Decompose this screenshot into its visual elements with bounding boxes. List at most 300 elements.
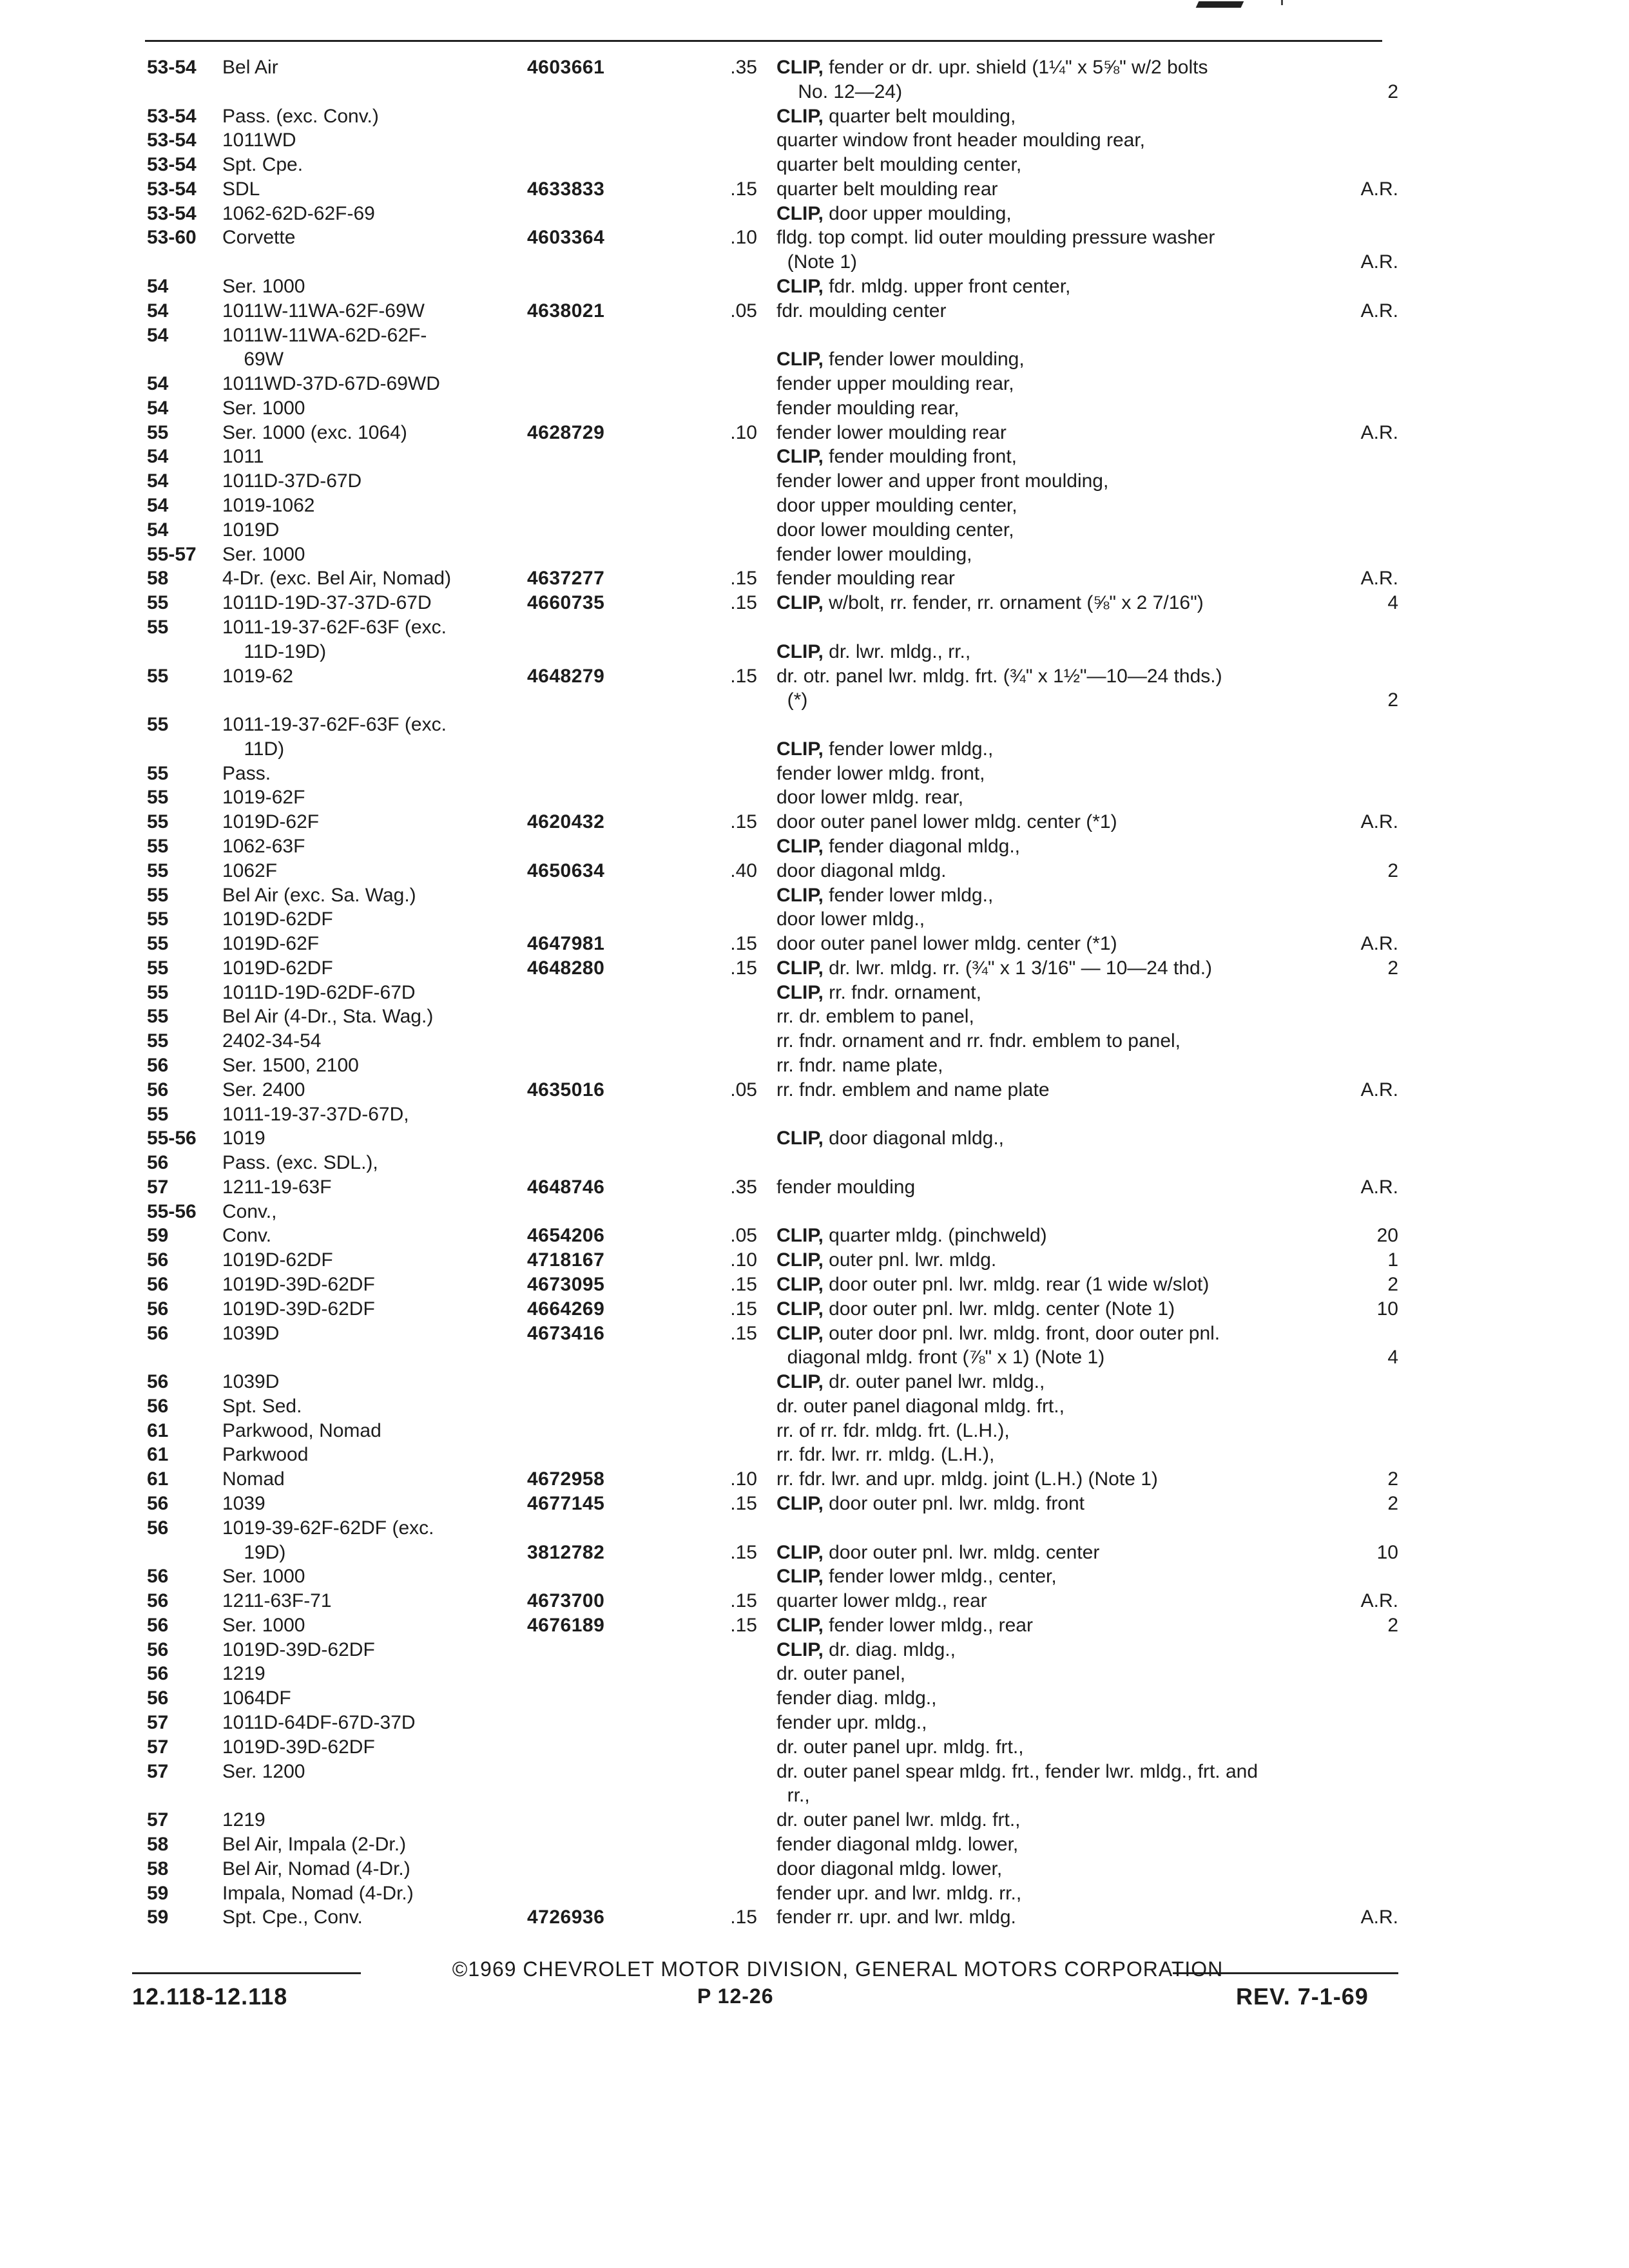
application: Ser. 1000 — [222, 1566, 305, 1587]
application: Ser. 1000 — [222, 276, 305, 297]
description-text: rr. fdr. lwr. and upr. mldg. joint (L.H.) (Note 1) — [776, 1468, 1158, 1490]
description — [776, 1564, 1373, 1589]
description-text: fender moulding rear — [776, 568, 955, 589]
table-row — [0, 1345, 1629, 1370]
quantity: A.R. — [1360, 422, 1398, 443]
application: 1011WD-37D-67D-69WD — [222, 373, 440, 394]
table-row — [0, 737, 1629, 762]
application: 1011W-11WA-62D-62F- — [222, 325, 427, 346]
description — [776, 518, 1373, 543]
table-row — [0, 762, 1629, 786]
application: 1019D-39D-62DF — [222, 1274, 375, 1295]
model-year: 55 — [147, 763, 169, 784]
application: 1211-19-63F — [222, 1177, 332, 1198]
part-name-label: CLIP, — [776, 738, 824, 760]
table-row — [0, 1200, 1629, 1224]
description-text: fender moulding — [776, 1177, 916, 1198]
part-name-label: CLIP, — [776, 1225, 824, 1246]
model-year: 55 — [147, 885, 169, 906]
table-row — [0, 1370, 1629, 1394]
table-row — [0, 1394, 1629, 1419]
application: 1019-39-62F-62DF (exc. — [222, 1517, 434, 1539]
price: .15 — [730, 568, 757, 589]
description — [776, 1297, 1373, 1321]
part-number: 4620432 — [527, 811, 605, 832]
description-text: fdr. mldg. upper front center, — [829, 276, 1071, 297]
price: .10 — [730, 227, 757, 248]
table-row — [0, 396, 1629, 421]
description — [776, 1370, 1373, 1394]
table-row — [0, 372, 1629, 396]
model-year: 55 — [147, 1104, 169, 1125]
description — [776, 104, 1373, 129]
description — [776, 1467, 1373, 1492]
description — [776, 1224, 1373, 1248]
description-text: fdr. moulding center — [776, 300, 947, 322]
application: 1011D-64DF-67D-37D — [222, 1712, 416, 1733]
quantity: 2 — [1387, 1493, 1398, 1514]
part-name-label: CLIP, — [776, 446, 824, 467]
part-number: 4654206 — [527, 1225, 605, 1246]
description — [776, 421, 1373, 445]
quantity: 4 — [1387, 592, 1398, 613]
table-row — [0, 688, 1629, 713]
part-number: 4664269 — [527, 1298, 605, 1320]
description-text: dr. outer panel lwr. mldg., — [829, 1371, 1045, 1392]
description-text: fender lower mldg., rear — [829, 1615, 1033, 1636]
description-text: door upper moulding center, — [776, 495, 1017, 516]
description-text: quarter lower mldg., rear — [776, 1590, 987, 1611]
table-row — [0, 907, 1629, 932]
table-row — [0, 1053, 1629, 1078]
page-number: P 12-26 — [697, 1984, 774, 2008]
table-row — [0, 1151, 1629, 1175]
table-row — [0, 1248, 1629, 1273]
model-year: 54 — [147, 300, 169, 322]
table-row — [0, 1516, 1629, 1541]
model-year: 58 — [147, 568, 169, 589]
quantity: 2 — [1387, 81, 1398, 102]
application: Conv. — [222, 1225, 272, 1246]
model-year: 53-54 — [147, 178, 197, 200]
description-text: quarter belt moulding, — [829, 106, 1016, 127]
description-text: fender upper moulding rear, — [776, 373, 1014, 394]
application: Bel Air, Nomad (4-Dr.) — [222, 1858, 410, 1879]
table-row — [0, 615, 1629, 640]
description-text: fender lower moulding, — [829, 349, 1025, 370]
quantity: 4 — [1387, 1347, 1398, 1368]
part-number: 3812782 — [527, 1542, 605, 1563]
application: 11D-19D) — [222, 641, 327, 662]
table-row — [0, 1881, 1629, 1906]
application: 1019-1062 — [222, 495, 315, 516]
model-year: 61 — [147, 1444, 169, 1465]
table-row — [0, 1735, 1629, 1760]
description — [776, 1808, 1373, 1832]
description-text: door outer panel lower mldg. center (*1) — [776, 811, 1117, 832]
table-row — [0, 1175, 1629, 1200]
description — [776, 55, 1373, 80]
quantity: A.R. — [1360, 568, 1398, 589]
application: 1011D-19D-37-37D-67D — [222, 592, 432, 613]
application: 4-Dr. (exc. Bel Air, Nomad) — [222, 568, 452, 589]
description — [776, 177, 1373, 202]
description — [776, 1126, 1373, 1151]
part-name-label: CLIP, — [776, 203, 824, 224]
quantity: 2 — [1387, 957, 1398, 979]
application: Ser. 1000 (exc. 1064) — [222, 422, 407, 443]
price: .15 — [730, 1298, 757, 1320]
part-name-label: CLIP, — [776, 276, 824, 297]
part-name-label: CLIP, — [776, 57, 824, 78]
description — [776, 372, 1373, 396]
description-text: door diagonal mldg., — [829, 1128, 1005, 1149]
table-row — [0, 1273, 1629, 1297]
description-text: rr. fndr. ornament, — [829, 982, 981, 1003]
table-row — [0, 640, 1629, 664]
quantity: 10 — [1376, 1298, 1398, 1320]
application: 1019D-39D-62DF — [222, 1736, 375, 1758]
table-row — [0, 981, 1629, 1005]
description — [776, 1905, 1373, 1930]
description — [776, 566, 1373, 591]
copyright-line: ©1969 CHEVROLET MOTOR DIVISION, GENERAL MOTORS CORPORATION — [452, 1957, 1224, 1981]
table-row — [0, 494, 1629, 518]
part-name-label: CLIP, — [776, 1323, 824, 1344]
part-name-label: CLIP, — [776, 982, 824, 1003]
description — [776, 640, 1373, 664]
application: 1219 — [222, 1663, 265, 1684]
quantity: 1 — [1387, 1249, 1398, 1271]
model-year: 55-57 — [147, 544, 197, 565]
application: Ser. 1500, 2100 — [222, 1055, 359, 1076]
model-year: 59 — [147, 1225, 169, 1246]
model-year: 59 — [147, 1883, 169, 1904]
part-name-label: CLIP, — [776, 1493, 824, 1514]
model-year: 53-60 — [147, 227, 197, 248]
part-number: 4603364 — [527, 227, 605, 248]
model-year: 55 — [147, 811, 169, 832]
model-year: 53-54 — [147, 203, 197, 224]
description-text: fender or dr. upr. shield (1¼" x 5⅝" w/2 bolts — [829, 57, 1208, 78]
footer-rule-left — [132, 1972, 361, 1974]
application: Bel Air, Impala (2-Dr.) — [222, 1834, 407, 1855]
model-year: 56 — [147, 1615, 169, 1636]
description-text: quarter window front header moulding rear, — [776, 130, 1145, 151]
quantity: 2 — [1387, 1468, 1398, 1490]
description — [776, 1881, 1373, 1906]
table-row — [0, 80, 1629, 104]
part-name-label: CLIP, — [776, 592, 824, 613]
description-text: fender moulding front, — [829, 446, 1017, 467]
part-name-label: CLIP, — [776, 1298, 824, 1320]
description-text: rr. fdr. lwr. rr. mldg. (L.H.), — [776, 1444, 995, 1465]
table-row — [0, 1686, 1629, 1711]
table-row — [0, 1443, 1629, 1467]
part-number: 4673700 — [527, 1590, 605, 1611]
description — [776, 1394, 1373, 1419]
application: 1062-63F — [222, 836, 305, 857]
model-year: 61 — [147, 1468, 169, 1490]
table-row — [0, 834, 1629, 859]
part-name-label: CLIP, — [776, 349, 824, 370]
description-text: quarter belt moulding rear — [776, 178, 998, 200]
table-row — [0, 55, 1629, 80]
description — [776, 762, 1373, 786]
quantity: A.R. — [1360, 1907, 1398, 1928]
table-row — [0, 1711, 1629, 1735]
description — [776, 1492, 1373, 1516]
price: .15 — [730, 811, 757, 832]
part-number: 4726936 — [527, 1907, 605, 1928]
description — [776, 1857, 1373, 1881]
description — [776, 834, 1373, 859]
description-text: No. 12—24) — [776, 81, 903, 102]
application: Ser. 2400 — [222, 1079, 305, 1100]
table-row — [0, 883, 1629, 908]
table-row — [0, 1638, 1629, 1662]
quantity: 2 — [1387, 689, 1398, 711]
table-row — [0, 664, 1629, 689]
description — [776, 153, 1373, 177]
description-text: rr. fndr. emblem and name plate — [776, 1079, 1050, 1100]
description — [776, 1735, 1373, 1760]
application: Bel Air (exc. Sa. Wag.) — [222, 885, 416, 906]
part-number: 4638021 — [527, 300, 605, 322]
model-year: 56 — [147, 1079, 169, 1100]
application: 1011W-11WA-62F-69W — [222, 300, 425, 322]
model-year: 55 — [147, 1006, 169, 1027]
part-name-label: CLIP, — [776, 1566, 824, 1587]
part-number: 4633833 — [527, 178, 605, 200]
model-year: 56 — [147, 1055, 169, 1076]
model-year: 55 — [147, 982, 169, 1003]
table-row — [0, 1613, 1629, 1638]
description-text: fender lower moulding rear — [776, 422, 1007, 443]
application: Bel Air — [222, 57, 278, 78]
description-text: dr. outer panel lwr. mldg. frt., — [776, 1809, 1021, 1831]
description — [776, 445, 1373, 469]
table-row — [0, 1102, 1629, 1127]
quantity: 2 — [1387, 1274, 1398, 1295]
application: 1019D-39D-62DF — [222, 1639, 375, 1660]
application: 1019D-62F — [222, 811, 320, 832]
price: .15 — [730, 1323, 757, 1344]
price: .05 — [730, 1225, 757, 1246]
description-text: door outer pnl. lwr. mldg. front — [829, 1493, 1085, 1514]
application: 1211-63F-71 — [222, 1590, 332, 1611]
application: 1019 — [222, 1128, 265, 1149]
description-text: quarter mldg. (pinchweld) — [829, 1225, 1047, 1246]
description — [776, 859, 1373, 883]
table-row — [0, 1662, 1629, 1686]
application: Spt. Sed. — [222, 1396, 302, 1417]
description — [776, 956, 1373, 981]
model-year: 55 — [147, 666, 169, 687]
description — [776, 274, 1373, 299]
model-year: 55 — [147, 957, 169, 979]
application: Ser. 1000 — [222, 544, 305, 565]
table-row — [0, 1564, 1629, 1589]
quantity: 2 — [1387, 860, 1398, 881]
part-number: 4637277 — [527, 568, 605, 589]
model-year: 58 — [147, 1858, 169, 1879]
description-text: fender lower mldg., center, — [829, 1566, 1057, 1587]
description — [776, 226, 1373, 250]
description — [776, 1321, 1373, 1346]
table-row — [0, 347, 1629, 372]
group-number: 12.118-12.118 — [132, 1983, 288, 2010]
description-text: fender upr. mldg., — [776, 1712, 927, 1733]
description — [776, 1443, 1373, 1467]
description-text: door lower mldg., — [776, 908, 925, 930]
description — [776, 907, 1373, 932]
application: SDL — [222, 178, 260, 200]
application: 1011D-19D-62DF-67D — [222, 982, 416, 1003]
price: .10 — [730, 1468, 757, 1490]
description-text: door diagonal mldg. — [776, 860, 947, 881]
description — [776, 1078, 1373, 1102]
table-row — [0, 421, 1629, 445]
table-row — [0, 1760, 1629, 1784]
application: 1039 — [222, 1493, 265, 1514]
application: 1019D-62F — [222, 933, 320, 954]
part-number: 4718167 — [527, 1249, 605, 1271]
table-row — [0, 128, 1629, 153]
price: .35 — [730, 57, 757, 78]
description-text: (*) — [776, 689, 808, 711]
part-name-label: CLIP, — [776, 1371, 824, 1392]
application: 1011WD — [222, 130, 296, 151]
description — [776, 1419, 1373, 1443]
description-text: fender diag. mldg., — [776, 1687, 937, 1709]
model-year: 55 — [147, 714, 169, 735]
description-text: fender diagonal mldg. lower, — [776, 1834, 1019, 1855]
application: 1019D — [222, 519, 280, 541]
model-year: 55 — [147, 617, 169, 638]
price: .05 — [730, 1079, 757, 1100]
table-row — [0, 1589, 1629, 1613]
description — [776, 1029, 1373, 1053]
table-row — [0, 932, 1629, 956]
table-row — [0, 785, 1629, 810]
description-text: rr. fndr. ornament and rr. fndr. emblem to panel, — [776, 1030, 1181, 1052]
description-text: door lower moulding center, — [776, 519, 1014, 541]
price: .15 — [730, 1615, 757, 1636]
model-year: 54 — [147, 495, 169, 516]
description-text: dr. otr. panel lwr. mldg. frt. (¾" x 1½"—10—24 thds.) — [776, 666, 1222, 687]
description — [776, 469, 1373, 494]
price: .15 — [730, 933, 757, 954]
part-name-label: CLIP, — [776, 1274, 824, 1295]
model-year: 56 — [147, 1371, 169, 1392]
table-row — [0, 956, 1629, 981]
table-row — [0, 1492, 1629, 1516]
application: 1011 — [222, 446, 264, 467]
description — [776, 737, 1373, 762]
application: Pass. (exc. SDL.), — [222, 1152, 378, 1173]
description-text: door outer pnl. lwr. mldg. center (Note 1) — [829, 1298, 1175, 1320]
description — [776, 981, 1373, 1005]
description-text: door diagonal mldg. lower, — [776, 1858, 1003, 1879]
model-year: 56 — [147, 1493, 169, 1514]
description-text: dr. lwr. mldg. rr. (¾" x 1 3/16" — 10—24 thd.) — [829, 957, 1213, 979]
model-year: 53-54 — [147, 154, 197, 175]
part-number: 4628729 — [527, 422, 605, 443]
table-row — [0, 1808, 1629, 1832]
table-row — [0, 1078, 1629, 1102]
model-year: 55 — [147, 1030, 169, 1052]
model-year: 56 — [147, 1396, 169, 1417]
table-row — [0, 323, 1629, 348]
price: .10 — [730, 1249, 757, 1271]
quantity: A.R. — [1360, 1079, 1398, 1100]
model-year: 56 — [147, 1639, 169, 1660]
description — [776, 1686, 1373, 1711]
model-year: 53-54 — [147, 130, 197, 151]
description — [776, 1711, 1373, 1735]
application: Parkwood, Nomad — [222, 1420, 381, 1441]
model-year: 53-54 — [147, 57, 197, 78]
description-text: dr. diag. mldg., — [829, 1639, 956, 1660]
description — [776, 494, 1373, 518]
application: 19D) — [222, 1542, 286, 1563]
part-number: 4677145 — [527, 1493, 605, 1514]
application: 1064DF — [222, 1687, 291, 1709]
model-year: 54 — [147, 276, 169, 297]
description — [776, 664, 1373, 689]
description-text: diagonal mldg. front (⅞" x 1) (Note 1) — [776, 1347, 1105, 1368]
description-text: door outer pnl. lwr. mldg. rear (1 wide w/slot) — [829, 1274, 1210, 1295]
application: Parkwood — [222, 1444, 309, 1465]
application: 11D) — [222, 738, 285, 760]
model-year: 56 — [147, 1687, 169, 1709]
description-text: outer pnl. lwr. mldg. — [829, 1249, 997, 1271]
table-row — [0, 1126, 1629, 1151]
model-year: 61 — [147, 1420, 169, 1441]
model-year: 57 — [147, 1809, 169, 1831]
quantity: A.R. — [1360, 251, 1398, 273]
description — [776, 1541, 1373, 1565]
application: Ser. 1200 — [222, 1761, 305, 1782]
revision-date: REV. 7-1-69 — [1236, 1983, 1369, 2010]
table-row — [0, 202, 1629, 226]
table-row — [0, 1224, 1629, 1248]
model-year: 54 — [147, 398, 169, 419]
description — [776, 883, 1373, 908]
table-row — [0, 445, 1629, 469]
description — [776, 299, 1373, 323]
table-row — [0, 1004, 1629, 1029]
application: Nomad — [222, 1468, 285, 1490]
table-row — [0, 153, 1629, 177]
application: Pass. (exc. Conv.) — [222, 106, 379, 127]
description — [776, 1248, 1373, 1273]
description-text: rr. of rr. fdr. mldg. frt. (L.H.), — [776, 1420, 1010, 1441]
table-row — [0, 177, 1629, 202]
description-text: fender lower and upper front moulding, — [776, 470, 1109, 492]
description-text: (Note 1) — [776, 251, 858, 273]
price: .15 — [730, 1274, 757, 1295]
description-text: door upper moulding, — [829, 203, 1012, 224]
application: 1219 — [222, 1809, 265, 1831]
price: .15 — [730, 1542, 757, 1563]
quantity: A.R. — [1360, 1177, 1398, 1198]
model-year: 56 — [147, 1298, 169, 1320]
quantity: 10 — [1376, 1542, 1398, 1563]
application: 69W — [222, 349, 284, 370]
description-text: rr. dr. emblem to panel, — [776, 1006, 974, 1027]
